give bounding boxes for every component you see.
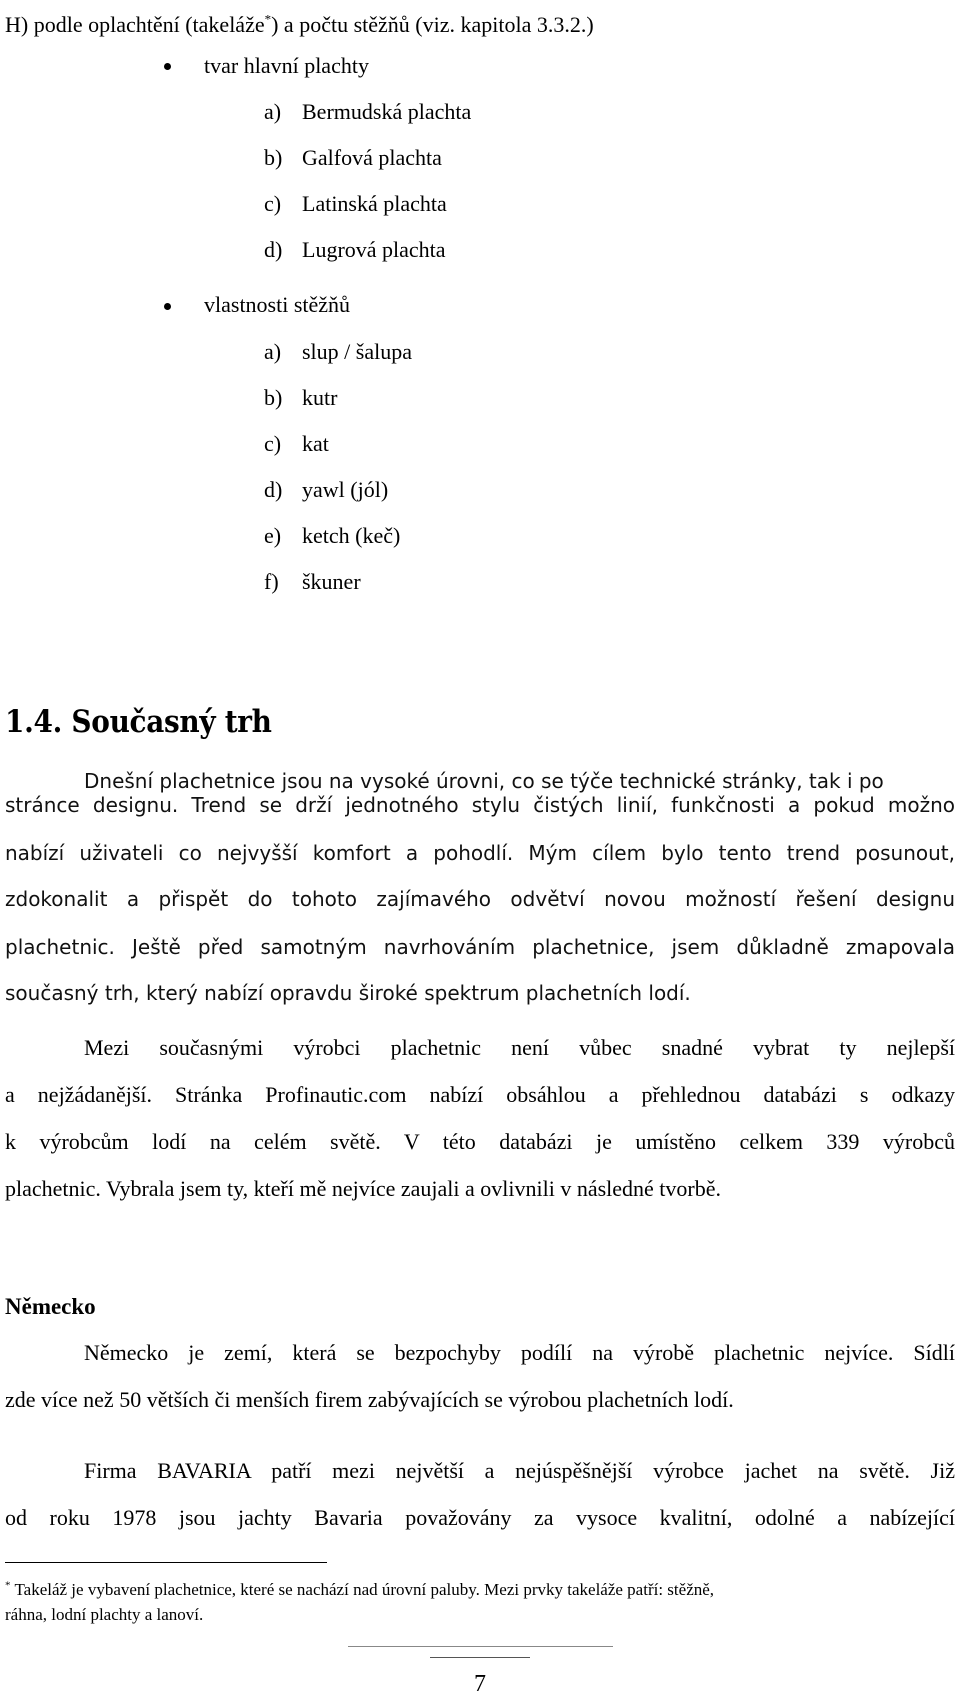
footnote-mark: *: [5, 1579, 11, 1592]
list-item-text: Bermudská plachta: [302, 99, 472, 124]
list-item: [264, 477, 388, 503]
paragraph-line: plachetnic. Vybrala jsem ty, kteří mě nejvíce zaujali a ovlivnili v následné tvorbě.: [5, 1176, 721, 1201]
paragraph-line: a nejžádanější. Stránka Profinautic.com nabízí obsáhlou a přehlednou databázi s odkazy: [5, 1082, 955, 1107]
footnote-line: ráhna, lodní plachty a lanoví.: [5, 1605, 204, 1624]
list-item-text: Latinská plachta: [302, 191, 447, 216]
list-item-text: ketch (keč): [302, 523, 401, 548]
bullet-item-sail-shape: tvar hlavní plachty: [204, 53, 369, 78]
list-item-letter: c): [264, 431, 282, 456]
bullet-icon: [164, 63, 171, 70]
intro-prefix: H) podle oplachtění (takeláže: [5, 12, 265, 37]
list-item: [264, 569, 361, 595]
section-heading: 1.4. Současný trh: [5, 704, 272, 740]
paragraph-line: zde více než 50 větších či menších firem zabývajících se výrobou plachetních lodí.: [5, 1387, 734, 1412]
list-item-letter: d): [264, 477, 283, 502]
footnote-separator: [5, 1562, 327, 1563]
list-item: [264, 385, 337, 411]
paragraph-line: Dnešní plachetnice jsou na vysoké úrovni, co se týče technické stránky, tak i po: [84, 769, 884, 793]
list-item: [264, 523, 400, 549]
paragraph-line: současný trh, který nabízí opravdu široké spektrum plachetních lodí.: [5, 981, 691, 1005]
list-item: [264, 191, 447, 217]
paragraph-line: zdokonalit a přispět do tohoto zajímavého odvětví novou možností řešení designu: [5, 887, 955, 911]
footnote-text: Takeláž je vybavení plachetnice, které se nachází nad úrovní paluby. Mezi prvky takeláže patří: stěžně,: [14, 1580, 715, 1599]
list-item: [264, 237, 446, 263]
list-item-text: Galfová plachta: [302, 145, 442, 170]
list-item: [264, 431, 329, 457]
paragraph-line: od roku 1978 jsou jachty Bavaria považovány za vysoce kvalitní, odolné a nabízející: [5, 1505, 955, 1530]
paragraph-line: nabízí uživateli co nejvyšší komfort a pohodlí. Mým cílem bylo tento trend posunout,: [5, 841, 955, 865]
list-item: [264, 99, 471, 125]
list-item-letter: a): [264, 339, 282, 364]
subsection-heading-germany: Německo: [5, 1294, 96, 1319]
page-number-rule: [430, 1657, 530, 1658]
list-item-letter: d): [264, 237, 283, 262]
list-item-text: kat: [302, 431, 329, 456]
paragraph-line: Mezi současnými výrobci plachetnic není vůbec snadné vybrat ty nejlepší: [84, 1035, 955, 1060]
paragraph-line: Německo je zemí, která se bezpochyby podílí na výrobě plachetnic nejvíce. Sídlí: [84, 1340, 955, 1365]
list-item-text: yawl (jól): [302, 477, 389, 502]
page-number: 7: [474, 1671, 486, 1697]
list-item-letter: f): [264, 569, 279, 594]
paragraph-line: Firma BAVARIA patří mezi největší a nejúspěšnější výrobce jachet na světě. Již: [84, 1458, 955, 1483]
bullet-icon: [164, 303, 171, 310]
list-item-text: škuner: [302, 569, 361, 594]
paragraph-line: plachetnic. Ještě před samotným navrhováním plachetnice, jsem důkladně zmapovala: [5, 935, 955, 959]
list-item-letter: b): [264, 385, 283, 410]
footnote-reference: *: [264, 11, 272, 27]
list-item-text: kutr: [302, 385, 338, 410]
list-item-letter: a): [264, 99, 282, 124]
list-item-letter: e): [264, 523, 282, 548]
list-item-letter: b): [264, 145, 283, 170]
paragraph-line: stránce designu. Trend se drží jednotného stylu čistých linií, funkčnosti a pokud možno: [5, 793, 955, 817]
footnote-line: [5, 1578, 955, 1602]
list-item-letter: c): [264, 191, 282, 216]
bullet-item-mast-properties: vlastnosti stěžňů: [204, 292, 351, 317]
list-item-text: slup / šalupa: [302, 339, 412, 364]
paragraph-line: k výrobcům lodí na celém světě. V této databázi je umístěno celkem 339 výrobců: [5, 1129, 955, 1154]
list-item: [264, 145, 442, 171]
list-item-text: Lugrová plachta: [302, 237, 446, 262]
intro-line: [5, 12, 594, 38]
intro-suffix: ) a počtu stěžňů (viz. kapitola 3.3.2.): [271, 12, 594, 37]
list-item: [264, 339, 412, 365]
page-number-rule: [348, 1646, 613, 1647]
